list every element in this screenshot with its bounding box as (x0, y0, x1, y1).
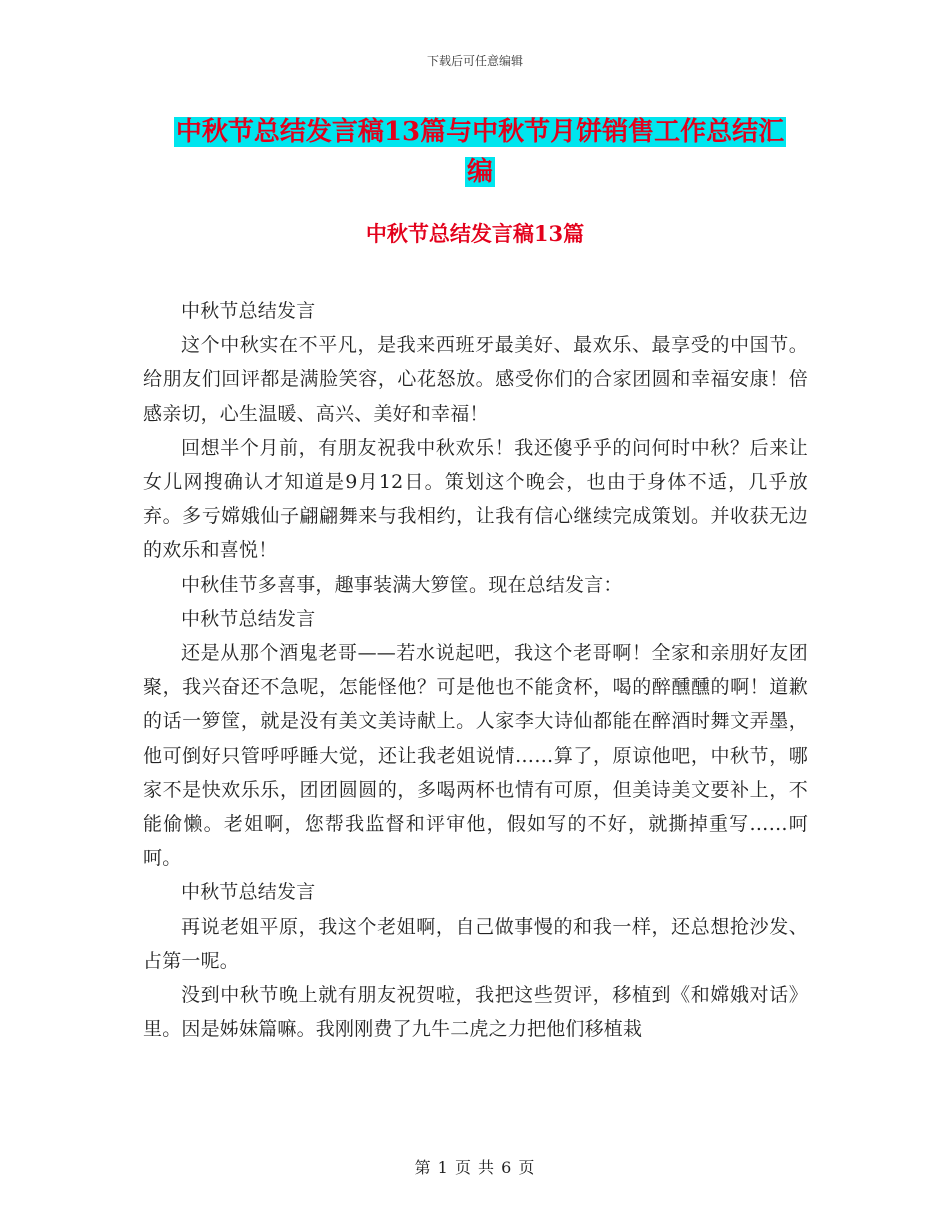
paragraph-4: 中秋佳节多喜事，趣事装满大箩筐。现在总结发言： (181, 573, 623, 596)
paragraph-5: 中秋节总结发言 (181, 607, 316, 630)
paragraph-3: 回想半个月前，有朋友祝我中秋欢乐！我还傻乎乎的问何时中秋？后来让女儿网搜确认才知道是9月12日。策划这个晚会，也由于身体不适，几乎放弃。多亏嫦娥仙子翩翩舞来与我相约，让我有信心继续完成策划。并收获无边的欢乐和喜悦！ (143, 436, 808, 562)
page-number: 第 1 页 共 6 页 (414, 1158, 536, 1177)
section-title: 中秋节总结发言稿13篇 (365, 221, 585, 246)
document-body (143, 294, 808, 1046)
page-header-note: 下载后可任意编辑 (426, 54, 523, 68)
paragraph-9: 没到中秋节晚上就有朋友祝贺啦，我把这些贺评，移植到《和嫦娥对话》里。因是姊妹篇嘛。我刚刚费了九牛二虎之力把他们移植栽 (143, 984, 808, 1041)
paragraph-6: 还是从那个酒鬼老哥——若水说起吧，我这个老哥啊！全家和亲朋好友团聚，我兴奋还不急呢，怎能怪他？可是他也不能贪杯，喝的醉醺醺的啊！道歉的话一箩筐，就是没有美文美诗献上。人家李大诗仙都能在醉酒时舞文弄墨，他可倒好只管呼呼睡大觉，还让我老姐说情……算了，原谅他吧，中秋节，哪家不是快欢乐乐，团团圆圆的，多喝两杯也情有可原，但美诗美文要补上，不能偷懒。老姐啊，您帮我监督和评审他，假如写的不好，就撕掉重写……呵呵。 (143, 642, 808, 870)
paragraph-1: 中秋节总结发言 (181, 300, 316, 322)
document-title-line1: 中秋节总结发言稿13篇与中秋节月饼销售工作总结汇 (175, 117, 785, 147)
document-title-line2: 编 (466, 157, 493, 187)
paragraph-8: 再说老姐平原，我这个老姐啊，自己做事慢的和我一样，还总想抢沙发、占第一呢。 (143, 915, 808, 972)
paragraph-2: 这个中秋实在不平凡，是我来西班牙最美好、最欢乐、最享受的中国节。给朋友们回评都是满脸笑容，心花怒放。感受你们的合家团圆和幸福安康！倍感亲切，心生温暖、高兴、美好和幸福！ (143, 334, 808, 425)
document-title (150, 112, 810, 192)
paragraph-7: 中秋节总结发言 (181, 881, 316, 904)
